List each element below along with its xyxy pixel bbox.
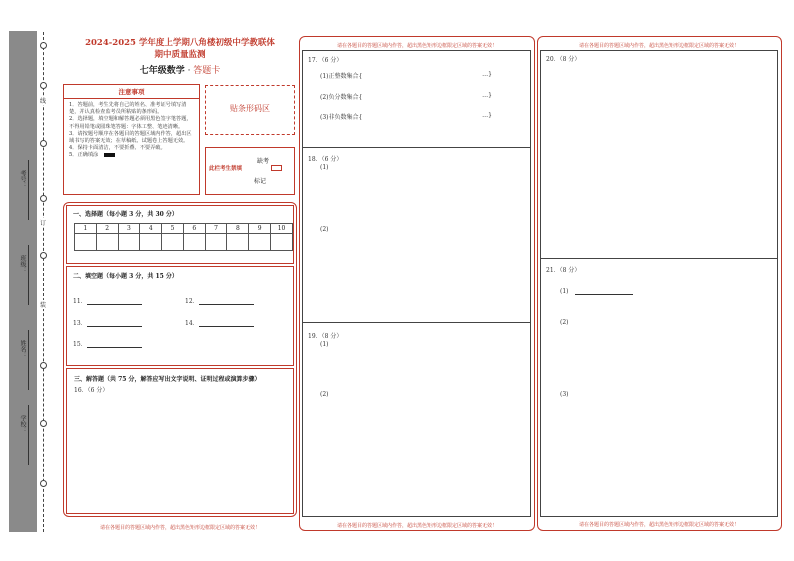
mc-number: 8 [227,224,249,234]
q17-part-3-close: …} [482,112,492,119]
q17-part-2[interactable]: (2)负分数集合{ …} [320,92,492,101]
fill-item-15[interactable]: 15． [73,339,142,348]
mc-number: 2 [96,224,118,234]
binding-mark-line: 线 [40,98,47,105]
mc-number: 7 [205,224,227,234]
q18-part-2: (2) [320,226,329,233]
filled-mark-sample [104,153,115,157]
mc-answer-cell[interactable] [249,234,271,251]
q17-part-1-close: …} [482,71,492,78]
fill-item-14[interactable]: 14． [185,318,254,327]
fill-answer-line[interactable] [87,326,142,327]
mc-answer-cell[interactable] [205,234,227,251]
col2-bottom-warning: 请在各题目的答题区域内作答，超出黑色矩形边框限定区域的答案无效！ [336,523,497,529]
fill-answer-line[interactable] [199,304,254,305]
q21-part-1[interactable]: (1) [560,288,633,295]
notice-item-5: 5．正确填涂 [69,152,195,159]
barcode-area [205,85,295,135]
exam-number-line [28,160,29,220]
mc-answer-cell[interactable] [118,234,140,251]
col2-top-warning: 请在各题目的答题区域内作答，超出黑色矩形边框限定区域的答案无效！ [336,43,497,49]
absent-label: 此栏考生禁填 [209,166,243,172]
col3-outer-frame [537,36,782,531]
name-line [28,330,29,390]
mc-answer-cell[interactable] [162,234,184,251]
subject-heading: 七年级数学 · 答题卡 [139,66,221,76]
notice-item-1: 1．答题前，考生先将自己的姓名、准考证号填写清楚，并认真检查监考员所粘贴的条形码。 [69,102,187,116]
mc-answer-cell[interactable] [140,234,162,251]
q17-part-3[interactable]: (3)非负数集合{ …} [320,112,492,121]
mc-number: 6 [183,224,205,234]
q18-label: 18．（6 分） [308,156,343,163]
mc-number: 1 [75,224,97,234]
mc-answer-grid [74,223,293,251]
notice-list [64,99,199,160]
q19-part-2: (2) [320,391,329,398]
mc-title: 一、选择题（每小题 3 分，共 30 分） [73,211,178,218]
school-field[interactable] [12,405,32,465]
q17-part-1[interactable]: (1)正整数集合{ …} [320,71,492,80]
absent-text2: 标记 [254,178,267,185]
exam-number-field[interactable] [12,160,32,220]
fill-answer-line[interactable] [199,326,254,327]
q21-part-2: (2) [560,319,569,326]
fill-section [66,266,294,366]
class-line [28,245,29,305]
mc-answer-cell[interactable] [271,234,293,251]
mc-section [66,205,294,264]
school-line [28,405,29,465]
absent-text1: 缺考 [257,158,270,165]
mc-number: 3 [118,224,140,234]
mc-number: 10 [271,224,293,234]
fill-title: 二、填空题（每小题 3 分，共 15 分） [73,273,178,280]
col3-top-warning: 请在各题目的答题区域内作答，超出黑色矩形边框限定区域的答案无效！ [578,43,739,49]
q19-part-1: (1) [320,341,329,348]
q21-part-3: (3) [560,391,569,398]
col2-outer-frame [299,36,535,531]
mc-number: 5 [162,224,184,234]
binding-mark-zhuang: 装 [40,302,47,309]
notice-box [63,84,200,195]
barcode-area-label: 贴条形码区 [230,104,270,113]
col3-bottom-warning: 请在各题目的答题区域内作答，超出黑色矩形边框限定区域的答案无效！ [578,522,739,528]
q19-label: 19．（8 分） [308,333,343,340]
q21-label: 21．（8 分） [546,267,581,274]
fill-answer-line[interactable] [87,347,142,348]
col1-boundary-warning: 请在各题目的答题区域内作答，超出黑色矩形边框限定区域的答案无效！ [99,525,260,531]
notice-title: 注意事项 [64,87,199,99]
q17-part-2-close: …} [482,92,492,99]
notice-item-4: 4．保持卡面清洁，不要折叠、不要弄破。 [69,145,166,152]
q18-part-1: (1) [320,164,329,171]
fill-item-11[interactable]: 11． [73,296,142,305]
class-field[interactable] [12,245,32,305]
notice-item-3: 3．请按题号顺序在各题目的答题区域内作答，超出区域书写的答案无效；在草稿纸、试题卷上答题无效。 [69,130,192,145]
binding-dashed-line [43,32,44,532]
mc-answer-cell[interactable] [227,234,249,251]
mc-number: 9 [249,224,271,234]
school-label: 学校： [19,415,26,433]
q20-label: 20．（8 分） [546,56,581,63]
absent-box [205,147,295,195]
fill-answer-line[interactable] [87,304,142,305]
fill-item-13[interactable]: 13． [73,318,142,327]
mc-number: 4 [140,224,162,234]
binding-mark-ding: 订 [40,220,47,227]
name-field[interactable] [12,330,32,390]
exam-title-line1: 2024-2025 学年度上学期八角楼初级中学教联体 [85,38,275,48]
solve-title: 三、解答题（共 75 分，解答应写出文字说明、证明过程或演算步骤） [74,376,261,383]
mc-answer-cell[interactable] [96,234,118,251]
fill-item-12[interactable]: 12． [185,296,254,305]
absent-checkbox[interactable] [271,165,282,171]
mc-answer-cell[interactable] [183,234,205,251]
subject-name: 七年级数学 [139,66,185,76]
class-label: 班级： [19,255,26,273]
mc-answer-cell[interactable] [75,234,97,251]
q16-label: 16．（6 分） [74,387,109,394]
name-label: 姓名： [19,340,26,358]
card-type: 答题卡 [193,66,221,76]
exam-number-label: 考号： [19,170,26,188]
solve-section[interactable] [66,368,294,514]
notice-item-2: 2．选择题，填空题和解答题必须用黑色签字笔答题，不得用铅笔或圆珠笔答题：字体工整、笔迹清晰。 [69,116,192,130]
exam-title-line2: 期中质量监测 [154,50,206,60]
q17-label: 17．（6 分） [308,57,343,64]
